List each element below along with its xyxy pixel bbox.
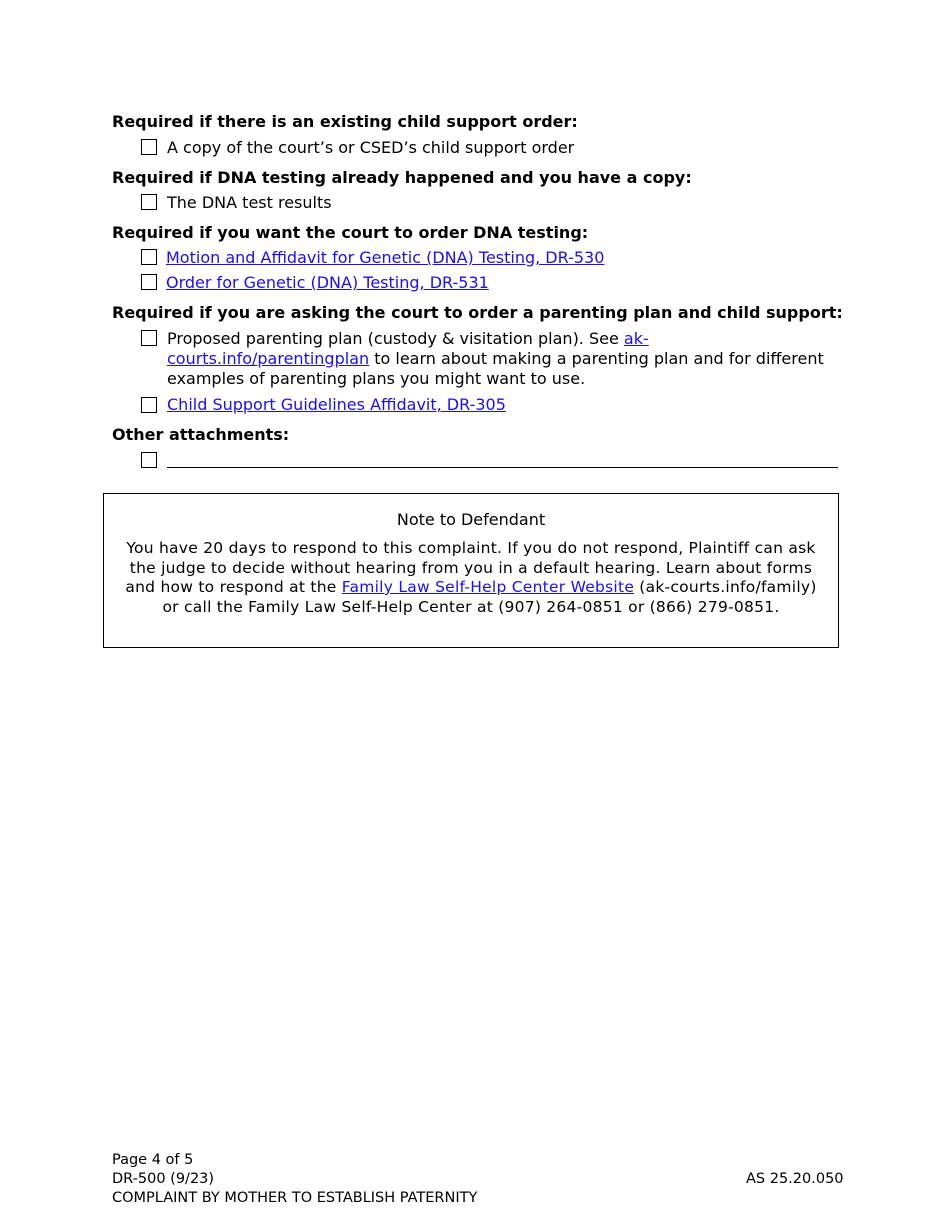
parenting-plan-text-post: to learn about making a parenting plan and for different examples of parenting plans you might want to use. [167,349,824,388]
link-parentingplan[interactable]: ak-courts.info/parentingplan [167,329,649,368]
footer-statute: AS 25.20.050 [746,1171,844,1187]
item-support-order: A copy of the court’s or CSED’s child support order [167,138,575,157]
note-to-defendant-box [103,493,839,648]
checkbox-parenting-plan[interactable] [141,330,157,346]
link-support-affidavit-dr305[interactable]: Child Support Guidelines Affidavit, DR-305 [167,395,506,414]
item-dna-results: The DNA test results [167,193,332,212]
heading-dna-results: Required if DNA testing already happened and you have a copy: [112,168,692,187]
checkbox-support-affidavit[interactable] [141,397,157,413]
note-body-post: (ak-courts.info/family) or call the Family Law Self-Help Center at (907) 264-0851 or (866) 279-0851. [162,578,817,616]
footer-form-title: COMPLAINT BY MOTHER TO ESTABLISH PATERNITY [112,1190,478,1206]
parenting-plan-text-pre: Proposed parenting plan (custody & visitation plan). See [167,329,624,348]
link-dna-order-dr531[interactable]: Order for Genetic (DNA) Testing, DR-531 [166,273,489,292]
link-dna-motion-dr530[interactable]: Motion and Affidavit for Genetic (DNA) Testing, DR-530 [166,248,605,267]
item-parenting-plan [167,329,839,389]
note-title: Note to Defendant [396,510,546,529]
note-body-pre: You have 20 days to respond to this complaint. If you do not respond, Plaintiff can ask the judge to decide without hearing from you in a default hearing. Learn about forms and how to respond at the [125,539,816,596]
footer-page-number: Page 4 of 5 [112,1152,194,1168]
heading-dna-order: Required if you want the court to order DNA testing: [112,223,589,242]
footer-left [112,1151,477,1208]
note-body [118,539,824,617]
other-attachment-blank-line[interactable] [167,467,838,468]
checkbox-dna-results[interactable] [141,194,157,210]
checkbox-other-attachment[interactable] [141,452,157,468]
heading-parenting: Required if you are asking the court to order a parenting plan and child support: [112,303,843,322]
checkbox-dna-motion[interactable] [141,249,157,265]
heading-other-attachments: Other attachments: [112,425,290,444]
link-self-help-center[interactable]: Family Law Self-Help Center Website [341,578,635,596]
checkbox-dna-order[interactable] [141,274,157,290]
footer-form-number: DR-500 (9/23) [112,1171,215,1187]
checkbox-support-order[interactable] [141,139,157,155]
heading-support-order: Required if there is an existing child support order: [112,112,578,131]
